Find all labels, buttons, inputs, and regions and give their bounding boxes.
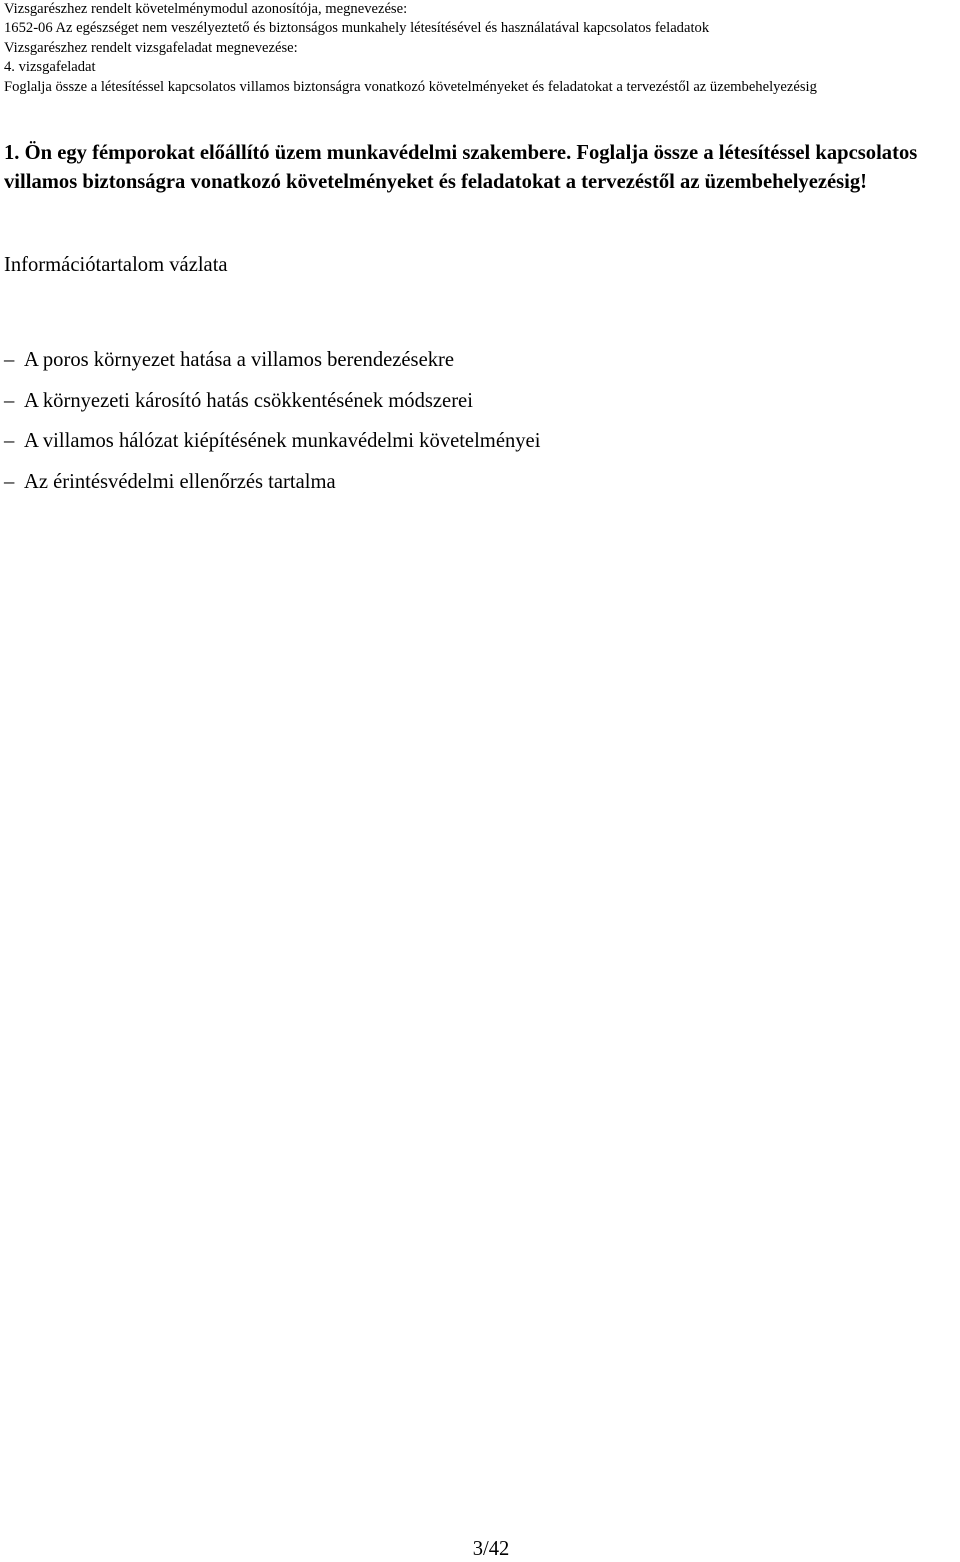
dash-bullet: –: [4, 470, 15, 493]
dash-bullet: –: [4, 349, 15, 371]
outline-item: [4, 468, 540, 509]
dash-bullet: –: [4, 430, 15, 452]
header-module-name: 1652-06 Az egészséget nem veszélyeztető és biztonságos munkahely létesítésével és használatával kapcsolatos feladatok: [4, 20, 710, 37]
task-title: 1. Ön egy fémporokat előállító üzem munkavédelmi szakembere. Foglalja össze a létesítéssel kapcsolatos villamos biztonságra vonatkozó követelményeket és feladatokat a tervezéstől az üzembehelyezésig!: [4, 142, 918, 193]
document-header: [4, 0, 956, 97]
outline-list: [4, 346, 540, 508]
header-task-number: 4. vizsgafeladat: [4, 59, 96, 76]
outline-item: [4, 427, 540, 468]
outline-item-text: Az érintésvédelmi ellenőrzés tartalma: [24, 470, 336, 493]
outline-item: [4, 387, 540, 428]
outline-item-text: A poros környezet hatása a villamos berendezésekre: [24, 349, 455, 371]
outline-item: [4, 346, 540, 387]
header-task-label: Vizsgarészhez rendelt vizsgafeladat megnevezése:: [4, 39, 298, 56]
outline-item-text: A villamos hálózat kiépítésének munkavédelmi követelményei: [24, 430, 541, 452]
outline-item-text: A környezeti károsító hatás csökkentésének módszerei: [24, 389, 473, 412]
page-number: 3/42: [472, 1538, 510, 1560]
header-task-name: Foglalja össze a létesítéssel kapcsolatos villamos biztonságra vonatkozó követelményeket és feladatokat a tervezéstől az üzembehelyezésig: [4, 78, 817, 95]
dash-bullet: –: [4, 389, 15, 412]
outline-heading: Információtartalom vázlata: [4, 254, 228, 276]
header-module-label: Vizsgarészhez rendelt követelménymodul azonosítója, megnevezése:: [4, 1, 408, 17]
